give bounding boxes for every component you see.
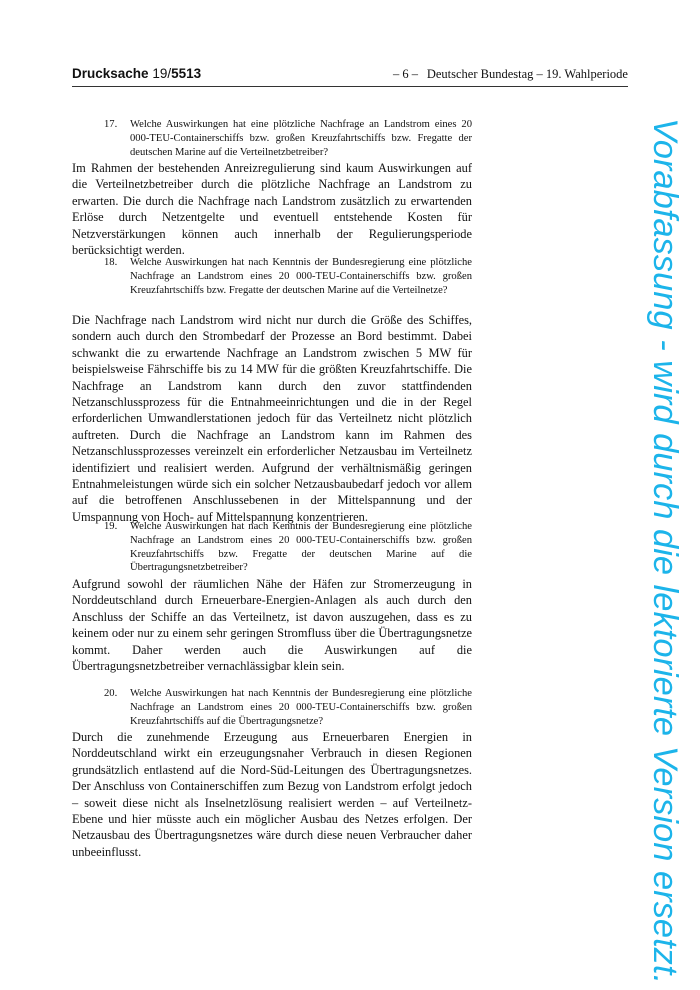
document-id (72, 66, 201, 81)
question-text: Welche Auswirkungen hat nach Kenntnis der Bundesregierung eine plötzliche Nachfrage an Landstrom eines 20 000-TEU-Containerschiffs bzw. großen Kreuzfahrtschiffs auf die Übertragungsnetze? (130, 688, 472, 727)
answer-20: Durch die zunehmende Erzeugung aus Erneuerbaren Energien in Norddeutschland wirkt ein erzeugungsnaher Verbrauch in diesen Regionen grundsätzlich entlastend auf die Nord-Süd-Leitungen des Übertragungsnetzes. Der Anschluss von Containerschiffen zum Bezug von Landstrom erfolgt jedoch – soweit diese nicht als Inselnetzlösung realisiert werden – auf Verteilnetz-Ebene und hier müsste auch ein möglicher Ausbau des Netzes erfolgen. Der Netzausbau des Übertragungsnetzes wäre durch diese neuen Verbraucher daher unbeeinflusst. (72, 730, 472, 859)
doc-label: Drucksache (72, 66, 149, 81)
question-number: 18. (104, 257, 118, 268)
answer-17: Im Rahmen der bestehenden Anreizregulierung sind kaum Auswirkungen auf die Verteilnetzbetreiber durch die plötzliche Nachfrage an Landstrom zu erwarten. Die durch die Nachfrage nach Landstrom zusätzlich zu erwartenden Erlöse durch Netzentgelte und eventuell entstehende Kosten für Netzverstärkungen können auch innerhalb der Regulierungsperiode berücksichtigt werden. (72, 161, 472, 258)
question-19 (100, 520, 472, 575)
question-number: 17. (104, 119, 118, 130)
page-number: – 6 – (393, 67, 418, 81)
answer-18: Die Nachfrage nach Landstrom wird nicht nur durch die Größe des Schiffes, sondern auch durch den Strombedarf der Prozesse an Bord bestimmt. Dabei schwankt die zu erwartende Nachfrage an Landstrom zwischen 5 MW für beispielsweise Fährschiffe bis zu 14 MW für die größten Kreuzfahrtschiffe. Die Nachfrage an Landstrom kann durch den zuvor stattfindenden Netzanschlussprozess für die Entnahmeeinrichtungen und die in der Regel erforderlichen Umwandlerstationen jedoch für das Verteilnetz nicht plötzlich auftreten. Durch die Nachfrage an Landstrom kann im Rahmen des Netzanschlussprozesses vereinzelt ein erforderlicher Netzausbau im Verteilnetz identifiziert und realisiert werden. Aufgrund der verhältnismäßig geringen Entnahmeleistungen würde sich ein solcher Netzausbaubedarf jedoch vor allem auf die betroffenen Anschlussebenen in der Mittelspannung und der Umspannung von Hoch- auf Mittelspannung konzentrieren. (72, 313, 472, 524)
watermark-text: Vorabfassung - wird durch die lektorierte Version ersetzt. (646, 118, 684, 985)
question-text: Welche Auswirkungen hat eine plötzliche Nachfrage an Landstrom eines 20 000-TEU-Containerschiffs bzw. großen Kreuzfahrtschiffs bzw. Fregatte der deutschen Marine auf die Verteilnetzbetreiber? (130, 119, 472, 158)
question-text: Welche Auswirkungen hat nach Kenntnis der Bundesregierung eine plötzliche Nachfrage an Landstrom eines 20 000-TEU-Containerschiffs bzw. großen Kreuzfahrtschiffs bzw. Fregatte der deutschen Marine auf die Verteilnetze? (130, 257, 472, 296)
answer-19: Aufgrund sowohl der räumlichen Nähe der Häfen zur Stromerzeugung in Norddeutschland durch Erneuerbare-Energien-Anlagen als auch durch den Anschluss der Schiffe an das Verteilnetz, ist davon auszugehen, dass es zu keinem oder nur zu einem sehr geringen Stromfluss über die Übertragungsnetze kommt. Daher werden auch die Auswirkungen auf die Übertragungsnetzbetreiber vernachlässigbar klein sein. (72, 577, 472, 674)
institution: Deutscher Bundestag – 19. Wahlperiode (426, 67, 628, 81)
question-20 (100, 687, 472, 728)
doc-number: 19/5513 (152, 66, 202, 81)
question-number: 20. (104, 688, 118, 699)
draft-watermark (644, 118, 686, 985)
question-number: 19. (104, 521, 118, 532)
page-header (72, 66, 628, 87)
question-text: Welche Auswirkungen hat nach Kenntnis der Bundesregierung eine plötzliche Nachfrage an Landstrom eines 20 000-TEU-Containerschiffs bzw. großen Kreuzfahrtschiffs bzw. Fregatte der deutschen Marine auf die Übertragungsnetzbetreiber? (130, 521, 472, 574)
question-17 (100, 118, 472, 159)
question-18 (100, 256, 472, 297)
